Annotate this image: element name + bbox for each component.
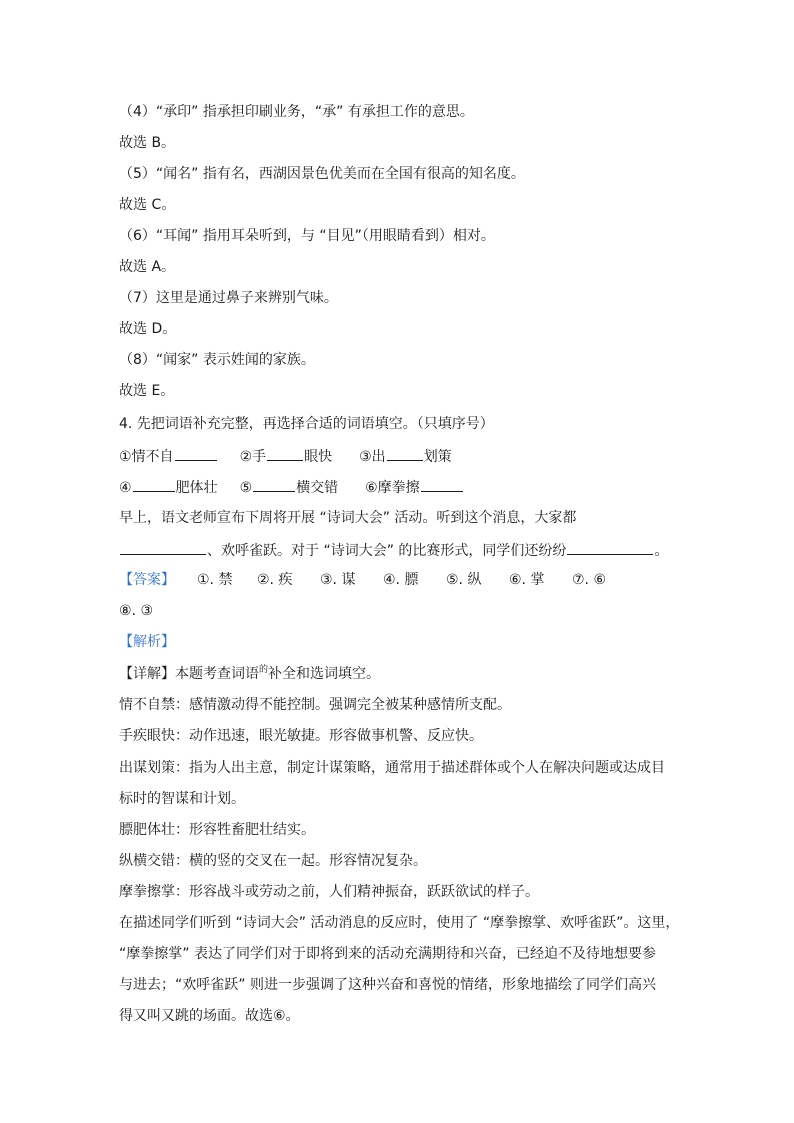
word-1-prefix: ①情不自 bbox=[119, 449, 174, 465]
answer-item-6: ⑥. 掌 bbox=[509, 572, 545, 588]
word-row-1 bbox=[119, 445, 684, 467]
definition-3-line-2: 标时的智谋和计划。 bbox=[119, 791, 245, 807]
fill-paragraph-line-2 bbox=[119, 539, 684, 561]
conclusion-line-3: 与进去；“欢呼雀跃” 则进一步强调了这种兴奋和喜悦的情绪，形象地描绘了同学们高兴 bbox=[119, 977, 656, 993]
word-6-blank[interactable] bbox=[421, 476, 463, 492]
word-4-suffix: 肥体壮 bbox=[175, 480, 218, 496]
answer-label: 【答案】 bbox=[119, 572, 175, 588]
choice-item-8: 故选 E。 bbox=[119, 383, 175, 399]
definition-2: 手疾眼快：动作迅速，眼光敏捷。形容做事机警、反应快。 bbox=[119, 728, 483, 744]
word-3-blank[interactable] bbox=[387, 445, 423, 461]
analysis-label: 【解析】 bbox=[119, 634, 175, 650]
conclusion-line-1: 在描述同学们听到 “诗词大会” 活动消息的反应时，使用了 “摩拳擦掌、欢呼雀跃”。这里， bbox=[119, 915, 680, 931]
conclusion-line-2: “摩拳擦掌” 表达了同学们对于即将到来的活动充满期待和兴奋，已经迫不及待地想要参 bbox=[119, 946, 656, 962]
conclusion-line-4: 得又叫又跳的场面。故选⑥。 bbox=[119, 1008, 300, 1024]
answer-line-1 bbox=[119, 570, 684, 590]
word-5-suffix: 横交错 bbox=[296, 480, 339, 496]
choice-item-5: 故选 C。 bbox=[119, 197, 176, 213]
word-2-suffix: 眼快 bbox=[304, 449, 333, 465]
detail-line bbox=[119, 664, 684, 686]
paragraph-blank-1[interactable] bbox=[120, 539, 206, 555]
question-title: 4. 先把词语补充完整，再选择合适的词语填空。（只填序号） bbox=[119, 416, 494, 432]
answer-item-3: ③. 谋 bbox=[320, 572, 356, 588]
word-3-prefix: ③出 bbox=[359, 449, 386, 465]
choice-item-7: 故选 D。 bbox=[119, 321, 177, 337]
explanation-item-8: （8）“闻家” 表示姓闻的家族。 bbox=[119, 352, 315, 368]
word-6-prefix: ⑥摩拳擦 bbox=[365, 480, 420, 496]
paragraph-middle-text: 、欢呼雀跃。对于 “诗词大会” 的比赛形式，同学们还纷纷 bbox=[207, 543, 567, 559]
paragraph-blank-2[interactable] bbox=[567, 539, 653, 555]
answer-item-5: ⑤. 纵 bbox=[446, 572, 482, 588]
definition-6: 摩拳擦掌：形容战斗或劳动之前，人们精神振奋，跃跃欲试的样子。 bbox=[119, 884, 539, 900]
word-2-prefix: ②手 bbox=[239, 449, 267, 465]
explanation-item-4: （4）“承印” 指承担印刷业务，“承” 有承担工作的意思。 bbox=[119, 104, 474, 120]
answer-item-1: ①. 禁 bbox=[197, 572, 233, 588]
detail-label: 【详解】 bbox=[119, 666, 175, 682]
detail-sup: 的 bbox=[259, 665, 269, 675]
answer-line-2: ⑧. ③ bbox=[119, 603, 154, 619]
definition-1: 情不自禁：感情激动得不能控制。强调完全被某种感情所支配。 bbox=[119, 697, 511, 713]
word-row-2 bbox=[119, 476, 684, 498]
word-1-blank[interactable] bbox=[175, 445, 217, 461]
definition-3-line-1: 出谋划策：指为人出主意，制定计谋策略，通常用于描述群体或个人在解决问题或达成目 bbox=[119, 760, 665, 776]
detail-text-b: 补全和选词填空。 bbox=[268, 666, 381, 682]
word-4-blank[interactable] bbox=[133, 476, 175, 492]
answer-item-7: ⑦. ⑥ bbox=[572, 572, 607, 588]
fill-paragraph-line-1: 早上，语文老师宣布下周将开展 “诗词大会” 活动。听到这个消息，大家都 bbox=[119, 510, 577, 526]
word-2-blank[interactable] bbox=[267, 445, 303, 461]
word-5-prefix: ⑤ bbox=[239, 480, 253, 496]
explanation-item-6: （6）“耳闻” 指用耳朵听到，与 “目见”（用眼睛看到）相对。 bbox=[119, 228, 495, 244]
word-4-prefix: ④ bbox=[119, 480, 132, 496]
word-3-suffix: 划策 bbox=[423, 449, 452, 465]
explanation-item-7: （7）这里是通过鼻子来辨别气味。 bbox=[119, 290, 338, 306]
explanation-item-5: （5）“闻名” 指有名，西湖因景色优美而在全国有很高的知名度。 bbox=[119, 166, 525, 182]
answer-item-4: ④. 膘 bbox=[383, 572, 419, 588]
definition-4: 膘肥体壮：形容牲畜肥壮结实。 bbox=[119, 822, 315, 838]
word-5-blank[interactable] bbox=[253, 476, 295, 492]
choice-item-6: 故选 A。 bbox=[119, 259, 176, 275]
definition-5: 纵横交错：横的竖的交叉在一起。形容情况复杂。 bbox=[119, 853, 427, 869]
detail-text-a: 本题考查词语 bbox=[175, 666, 259, 682]
paragraph-end-text: 。 bbox=[654, 543, 669, 559]
answer-item-2: ②. 疾 bbox=[257, 572, 293, 588]
choice-item-4: 故选 B。 bbox=[119, 135, 176, 151]
